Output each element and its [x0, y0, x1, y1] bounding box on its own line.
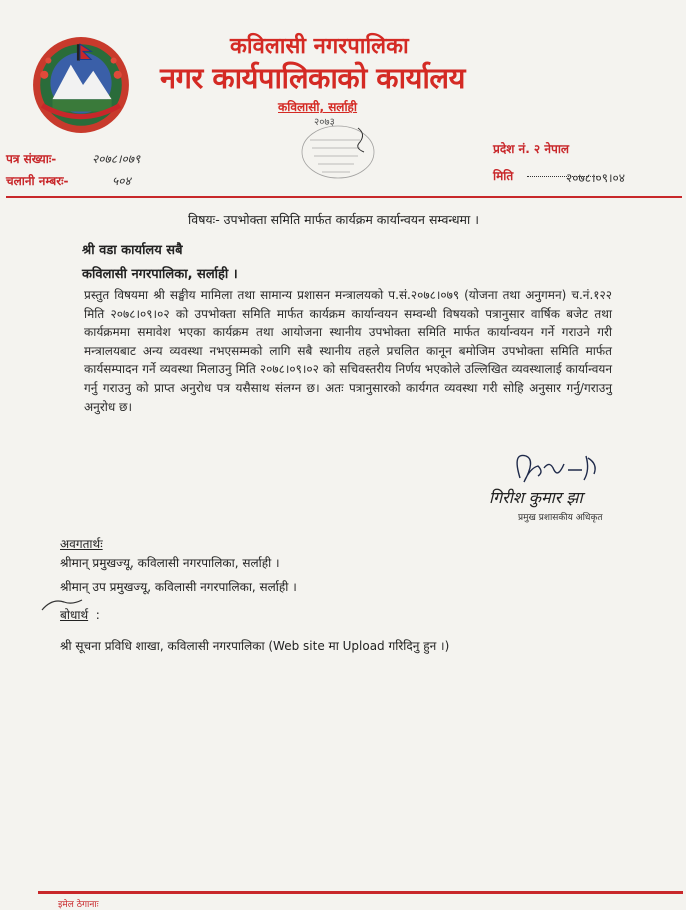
dispatch-number: ५०४: [112, 174, 131, 188]
office-name: नगर कार्यपालिकाको कार्यालय: [160, 61, 465, 95]
footer-divider: [38, 891, 683, 894]
office-address: कविलासी, सर्लाही: [278, 100, 358, 114]
signatory-name: गिरीश कुमार झा: [489, 488, 583, 507]
letter-body: प्रस्तुत विषयमा श्री सङ्घीय मामिला तथा सामान्य प्रशासन मन्त्रालयको प.सं.२०७८।०७९ (योजना तथा अनुगमन) च.नं.१२२ मिति २०७८।०९।०२ को उपभोक्ता समिति मार्फत कार्यक्रम कार्यान्वयन सम्वन्धी विषयको पत्रानुसार वार्षिक बजेट तथा कार्यक्रममा समावेश भएका कार्यक्रम तथा आयोजना स्थानीय उपभोक्ता समिति मार्फत कार्यान्वयन गर्ने गराउने गरी मन्त्रालयबाट अन्य व्यवस्था नभएसम्मको लागि सबै स्थानीय तहले प्रचलित कानून बमोजिम उपभोक्ता समिति मार्फत कार्यसम्पादन गर्ने व्यवस्था मिलाउनु मिति २०७८।०९।०२ को सचिवस्तरीय निर्णय भएकोले उल्लिखित व्यवस्थालाई कार्यान्वयन गर्नु गराउनु को प्राप्त अनुरोध पत्र यसैसाथ संलग्न छ। अतः पत्रानुसारको कार्यगत व्यवस्था गरी सोहि अनुसार गर्नु/गराउनु अनुरोध छ।: [84, 288, 612, 414]
date-value: २०७८।०९।०४: [566, 171, 626, 185]
reference-number: २०७८।०७९: [92, 152, 141, 166]
signature-icon: [500, 448, 610, 490]
header-divider: [6, 196, 682, 198]
footer-email-label: इमेल ठेगानाः: [58, 900, 99, 910]
reference-label: पत्र संख्याः-: [6, 152, 57, 166]
province-label: प्रदेश नं. २ नेपाल: [493, 142, 570, 156]
info-heading: बोधार्थ :: [60, 608, 100, 622]
dispatch-label: चलानी नम्बरः-: [6, 174, 69, 188]
cc-line: श्रीमान् उप प्रमुखज्यू, कविलासी नगरपालिका, सर्लाही ।: [60, 580, 297, 594]
recipient-line-2: कविलासी नगरपालिका, सर्लाही ।: [82, 267, 238, 282]
municipality-name: कविलासी नगरपालिका: [230, 34, 409, 59]
office-stamp-icon: [288, 120, 388, 188]
signatory-title: प्रमुख प्रशासकीय अधिकृत: [518, 513, 603, 523]
established-year: २०७३: [314, 117, 335, 128]
cc-heading: अवगतार्थः: [60, 537, 103, 551]
cc-line: श्रीमान् प्रमुखज्यू, कविलासी नगरपालिका, सर्लाही ।: [60, 556, 280, 570]
date-label: मिति: [493, 169, 514, 183]
subject-line: विषयः- उपभोक्ता समिति मार्फत कार्यक्रम कार्यान्वयन सम्वन्धमा ।: [188, 212, 479, 227]
info-line: श्री सूचना प्रविधि शाखा, कविलासी नगरपालिका (Web site मा Upload गरिदिनु हुन ।): [60, 639, 450, 653]
recipient-line-1: श्री वडा कार्यालय सबै: [82, 243, 183, 258]
nepal-emblem-icon: [30, 34, 132, 136]
